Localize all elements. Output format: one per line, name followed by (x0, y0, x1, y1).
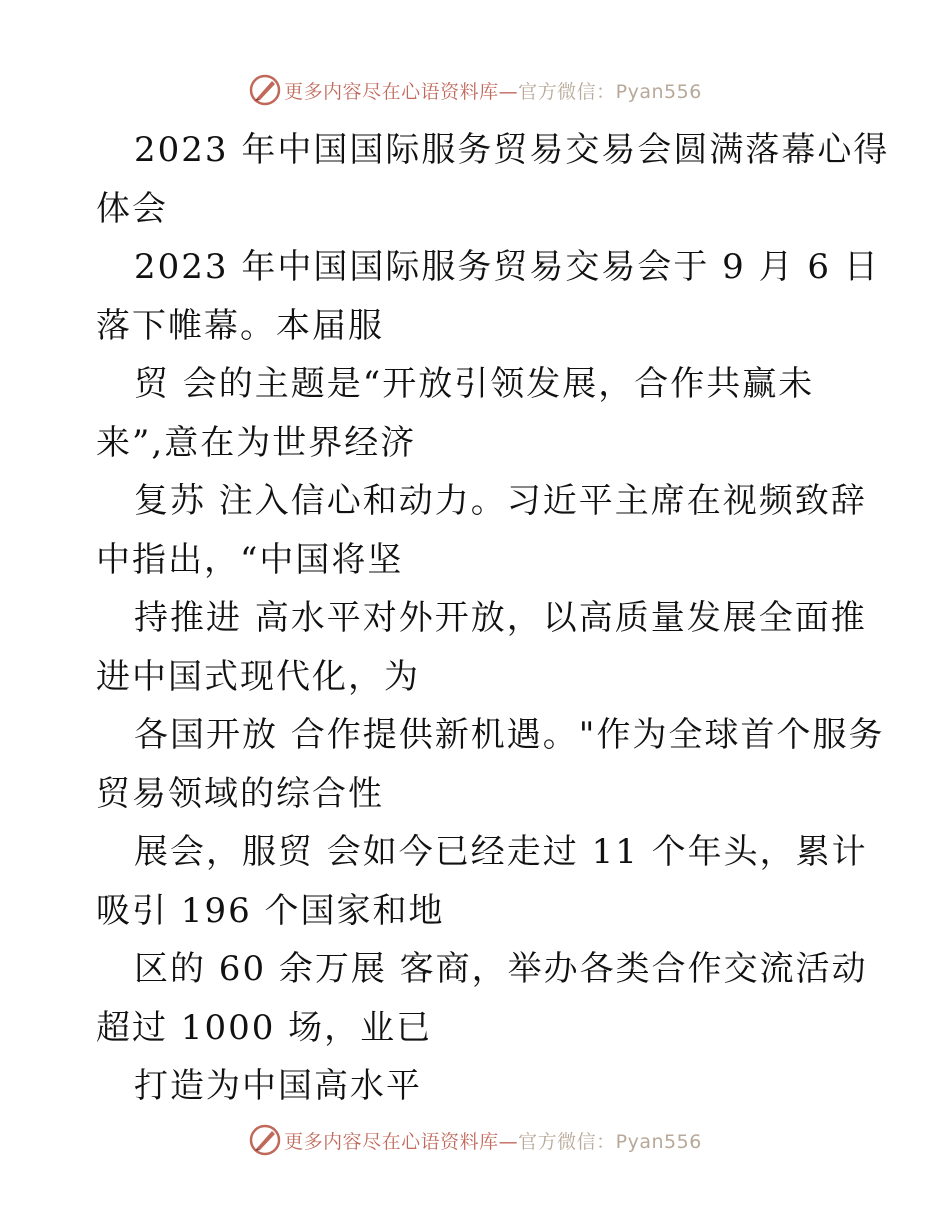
watermark-wechat: 官方微信：Pyan556 (518, 1130, 702, 1153)
doc-line: 落下帷幕。本届服 (96, 305, 384, 346)
doc-line: 贸易领域的综合性 (96, 773, 384, 814)
doc-line: 各国开放 合作提供新机遇。"作为全球首个服务 (134, 715, 885, 755)
doc-line: 体会 (96, 188, 168, 229)
watermark-text (284, 1127, 702, 1154)
doc-line: 复苏 注入信心和动力。习近平主席在视频致辞 (134, 481, 867, 521)
doc-line: 打造为中国高水平 (134, 1066, 422, 1106)
doc-line: 吸引 196 个国家和地 (96, 890, 445, 931)
watermark-main: 更多内容尽在心语资料库— (284, 1130, 519, 1153)
doc-line: 2023 年中国国际服务贸易交易会圆满落幕心得 (134, 130, 890, 170)
watermark-wechat: 官方微信：Pyan556 (518, 80, 702, 103)
doc-line: 中指出，“中国将坚 (96, 539, 404, 580)
watermark-text (284, 77, 702, 104)
footer-watermark (0, 1120, 950, 1160)
doc-line: 来”,意在为世界经济 (96, 422, 417, 463)
doc-line: 持推进 高水平对外开放，以高质量发展全面推 (134, 598, 867, 638)
doc-line: 超过 1000 场，业已 (96, 1007, 433, 1048)
doc-line: 2023 年中国国际服务贸易交易会于 9 月 6 日 (134, 247, 880, 287)
document-body (96, 121, 890, 1116)
header-watermark (0, 70, 950, 110)
doc-line: 贸 会的主题是“开放引领发展，合作共赢未 (134, 364, 815, 404)
quill-logo-icon (248, 73, 282, 107)
doc-line: 区的 60 余万展 客商，举办各类合作交流活动 (134, 949, 868, 989)
doc-line: 展会，服贸 会如今已经走过 11 个年头，累计 (134, 832, 868, 872)
watermark-main: 更多内容尽在心语资料库— (284, 80, 519, 103)
quill-logo-icon (248, 1123, 282, 1157)
doc-line: 进中国式现代化，为 (96, 656, 420, 697)
